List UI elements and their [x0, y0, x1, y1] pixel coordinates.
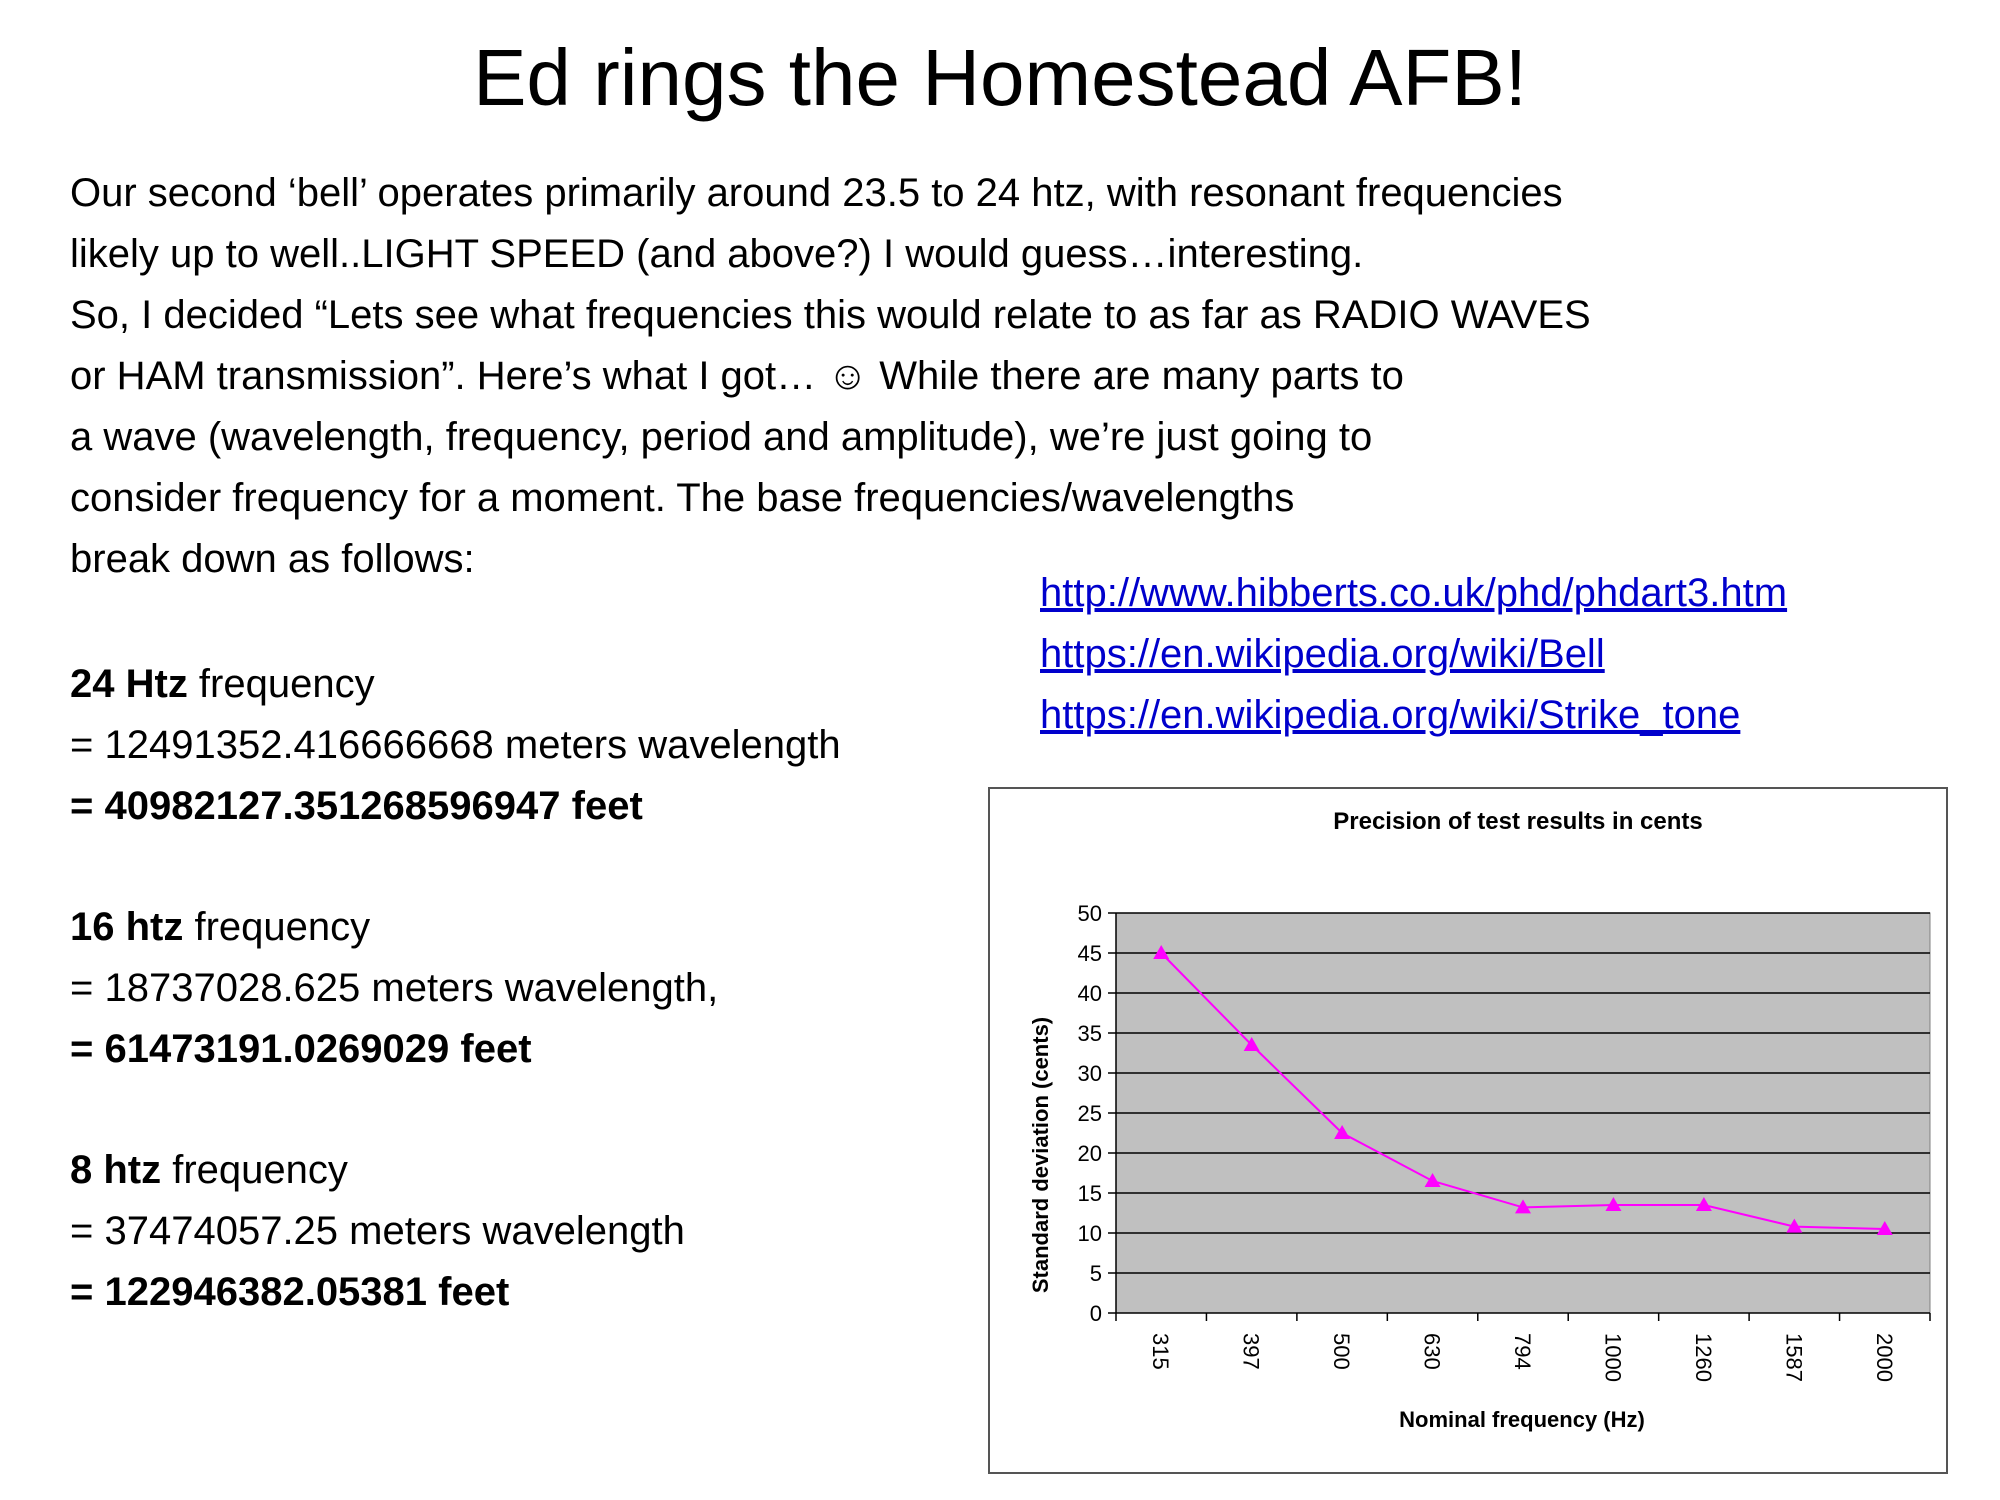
frequency-heading: [70, 897, 718, 958]
wavelength-feet-row: [70, 1262, 685, 1323]
x-tick-label: 630: [1419, 1333, 1445, 1370]
frequency-label: frequency: [161, 1148, 348, 1192]
y-tick-label: 45: [1077, 941, 1102, 966]
x-tick-label: 794: [1510, 1333, 1535, 1370]
intro-line: So, I decided “Lets see what frequencies this would relate to as far as RADIO WAVES: [70, 293, 1591, 337]
x-tick-label: 2000: [1871, 1333, 1897, 1382]
y-tick-label: 20: [1077, 1141, 1102, 1166]
y-tick-label: 10: [1077, 1221, 1102, 1246]
frequency-value: 8 htz: [70, 1148, 162, 1192]
link-hibberts[interactable]: http://www.hibberts.co.uk/phd/phdart3.htm: [1040, 571, 1788, 615]
wavelength-feet: 40982127.351268596947 feet: [104, 784, 643, 828]
wavelength-meters: = 37474057.25 meters wavelength: [70, 1209, 685, 1253]
y-tick-label: 30: [1077, 1061, 1102, 1086]
frequency-heading: [70, 654, 841, 715]
frequency-label: frequency: [187, 662, 375, 706]
intro-line: or HAM transmission”. Here’s what I got… ☺ While there are many parts to: [70, 354, 1404, 398]
frequency-label: frequency: [183, 905, 371, 949]
equals-sign: =: [70, 1270, 105, 1314]
y-tick-label: 25: [1077, 1101, 1102, 1126]
wavelength-meters: = 12491352.416666668 meters wavelength: [70, 723, 841, 767]
wavelength-feet-row: [70, 1019, 718, 1080]
chart-title: Precision of test results in cents: [1333, 808, 1703, 835]
wavelength-feet: 61473191.0269029 feet: [104, 1027, 532, 1071]
frequency-block-24: [70, 654, 841, 837]
y-tick-label: 15: [1077, 1181, 1102, 1206]
frequency-heading: [70, 1140, 685, 1201]
equals-sign: =: [70, 1027, 105, 1071]
chart-y-axis-label: Standard deviation (cents): [1028, 1016, 1053, 1294]
link-wikipedia-strike-tone[interactable]: https://en.wikipedia.org/wiki/Strike_tone: [1040, 693, 1741, 737]
x-tick-label: 397: [1238, 1333, 1264, 1370]
frequency-block-8: [70, 1140, 685, 1323]
link-wikipedia-bell[interactable]: https://en.wikipedia.org/wiki/Bell: [1040, 632, 1605, 676]
equals-sign: =: [70, 784, 105, 828]
y-tick-label: 50: [1077, 901, 1102, 926]
wavelength-feet: 122946382.05381 feet: [104, 1270, 510, 1314]
y-tick-label: 35: [1077, 1021, 1102, 1046]
x-tick-label: 1000: [1600, 1333, 1626, 1382]
reference-links: [1040, 563, 1787, 746]
frequency-block-16: [70, 897, 718, 1080]
chart-x-axis-label: Nominal frequency (Hz): [1399, 1407, 1645, 1432]
chart-svg: [990, 789, 1946, 1472]
intro-line: break down as follows:: [70, 537, 475, 581]
wavelength-feet-row: [70, 776, 841, 837]
y-tick-label: 40: [1077, 981, 1102, 1006]
precision-chart: [988, 787, 1948, 1474]
intro-line: a wave (wavelength, frequency, period and amplitude), we’re just going to: [70, 415, 1373, 459]
frequency-value: 24 Htz: [70, 662, 188, 706]
intro-line: consider frequency for a moment. The base frequencies/wavelengths: [70, 476, 1295, 520]
frequency-value: 16 htz: [70, 905, 184, 949]
x-tick-label: 1587: [1781, 1333, 1807, 1382]
plot-area: [1078, 901, 1930, 1382]
intro-paragraph: [70, 163, 1950, 590]
intro-line: likely up to well..LIGHT SPEED (and above?) I would guess…interesting.: [70, 232, 1364, 276]
x-tick-label: 500: [1329, 1333, 1355, 1370]
page-title: Ed rings the Homestead AFB!: [473, 33, 1527, 122]
y-tick-label: 0: [1089, 1301, 1102, 1326]
intro-line: Our second ‘bell’ operates primarily around 23.5 to 24 htz, with resonant frequencies: [70, 171, 1563, 215]
y-tick-label: 5: [1089, 1261, 1102, 1286]
wavelength-meters: = 18737028.625 meters wavelength,: [70, 966, 719, 1010]
x-tick-label: 315: [1148, 1333, 1174, 1370]
x-tick-label: 1260: [1690, 1333, 1716, 1382]
